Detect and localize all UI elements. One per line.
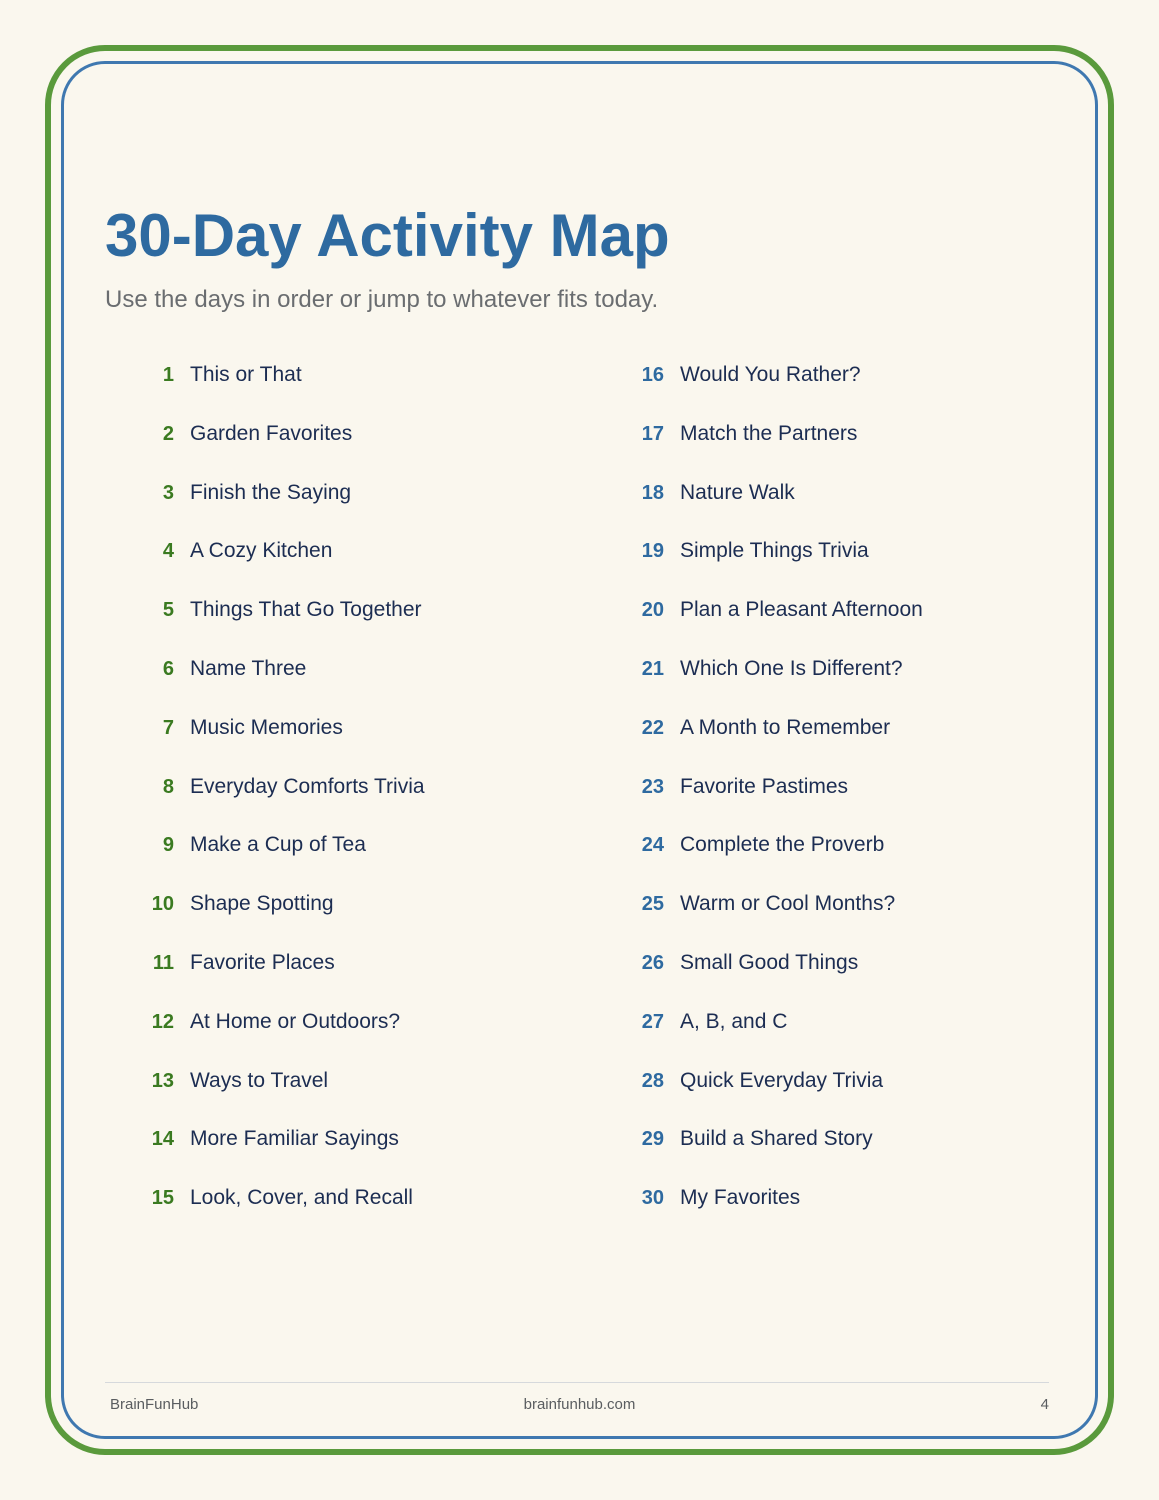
activity-item [620, 1066, 1080, 1125]
day-number: 2 [162, 422, 174, 445]
activity-label: My Favorites [680, 1186, 801, 1210]
activity-label: Would You Rather? [680, 363, 861, 386]
activity-item [130, 1066, 590, 1125]
activity-label: Things That Go Together [190, 598, 422, 622]
activity-item [620, 595, 1080, 654]
activity-item [130, 830, 590, 889]
day-number: 19 [641, 540, 664, 563]
day-number: 27 [641, 1010, 664, 1033]
day-number: 15 [151, 1187, 174, 1210]
day-number: 10 [151, 893, 174, 916]
activity-label: Complete the Proverb [680, 833, 885, 857]
activity-label: Favorite Places [190, 950, 335, 974]
day-number: 24 [641, 834, 664, 857]
activity-item [130, 948, 590, 1007]
activity-item [620, 948, 1080, 1007]
day-number: 1 [162, 364, 174, 386]
footer-brand: BrainFunHub [110, 1396, 199, 1413]
activity-item [620, 1124, 1080, 1183]
activity-item [130, 772, 590, 831]
day-number: 22 [641, 716, 664, 739]
activity-label: Name Three [190, 656, 307, 680]
day-number: 7 [162, 716, 174, 739]
activity-item [130, 1124, 590, 1183]
activity-label: Make a Cup of Tea [190, 833, 366, 857]
day-number: 21 [641, 657, 664, 680]
activity-item [130, 1183, 590, 1242]
activity-label: Warm or Cool Months? [680, 892, 896, 916]
activity-label: A, B, and C [680, 1009, 788, 1033]
activity-list-right [620, 360, 1080, 1242]
day-number: 23 [641, 775, 664, 798]
activity-label: Garden Favorites [190, 421, 353, 445]
activity-label: Ways to Travel [190, 1068, 329, 1092]
day-number: 25 [641, 893, 664, 916]
activity-label: Finish the Saying [190, 480, 352, 504]
activity-label: Everyday Comforts Trivia [190, 774, 425, 798]
activity-item [620, 419, 1080, 478]
activity-label: Look, Cover, and Recall [190, 1186, 413, 1210]
activity-item [620, 889, 1080, 948]
activity-list-left [130, 360, 590, 1242]
activity-item [130, 713, 590, 772]
activity-label: Which One Is Different? [680, 656, 903, 680]
activity-label: More Familiar Sayings [190, 1127, 399, 1151]
activity-label: At Home or Outdoors? [190, 1009, 401, 1033]
activity-label: Shape Spotting [190, 892, 334, 916]
activity-item [620, 830, 1080, 889]
footer-website: brainfunhub.com [523, 1396, 636, 1413]
day-number: 30 [641, 1187, 664, 1210]
day-number: 6 [162, 657, 174, 680]
day-number: 13 [151, 1069, 174, 1092]
activity-item [620, 1183, 1080, 1242]
activity-label: Quick Everyday Trivia [680, 1068, 884, 1092]
page-title: 30-Day Activity Map [105, 202, 670, 269]
day-number: 11 [152, 951, 174, 974]
day-number: 14 [151, 1128, 174, 1151]
activity-label: Plan a Pleasant Afternoon [680, 598, 923, 622]
activity-item [130, 889, 590, 948]
activity-label: Match the Partners [680, 421, 858, 445]
activity-item [130, 419, 590, 478]
activity-label: A Month to Remember [680, 715, 891, 739]
day-number: 20 [641, 599, 664, 622]
activity-item [620, 536, 1080, 595]
page-subtitle: Use the days in order or jump to whatever fits today. [105, 286, 659, 313]
day-number: 28 [641, 1069, 664, 1092]
activity-item [130, 1007, 590, 1066]
activity-label: Favorite Pastimes [680, 774, 849, 798]
activity-item [130, 536, 590, 595]
activity-item [620, 772, 1080, 831]
day-number: 29 [641, 1128, 664, 1151]
day-number: 4 [162, 540, 174, 563]
activity-label: Nature Walk [680, 480, 795, 504]
activity-label: Small Good Things [680, 950, 859, 974]
activity-label: Music Memories [190, 715, 343, 739]
day-number: 3 [162, 481, 174, 504]
footer-divider [105, 1382, 1049, 1383]
activity-label: A Cozy Kitchen [190, 539, 333, 563]
activity-item [620, 713, 1080, 772]
day-number: 5 [162, 599, 174, 622]
activity-item [130, 654, 590, 713]
activity-label: Build a Shared Story [680, 1127, 873, 1151]
activity-item [620, 478, 1080, 537]
activity-item [620, 654, 1080, 713]
day-number: 12 [151, 1010, 174, 1033]
day-number: 9 [162, 834, 174, 857]
day-number: 17 [641, 422, 664, 445]
activity-item [130, 360, 590, 419]
activity-item [620, 360, 1080, 419]
activity-label: This or That [190, 363, 302, 386]
activity-item [620, 1007, 1080, 1066]
activity-item [130, 595, 590, 654]
day-number: 26 [641, 951, 664, 974]
page-number: 4 [1040, 1396, 1049, 1413]
day-number: 8 [162, 775, 174, 798]
activity-item [130, 478, 590, 537]
day-number: 16 [641, 364, 664, 386]
day-number: 18 [641, 481, 664, 504]
activity-label: Simple Things Trivia [680, 539, 869, 563]
